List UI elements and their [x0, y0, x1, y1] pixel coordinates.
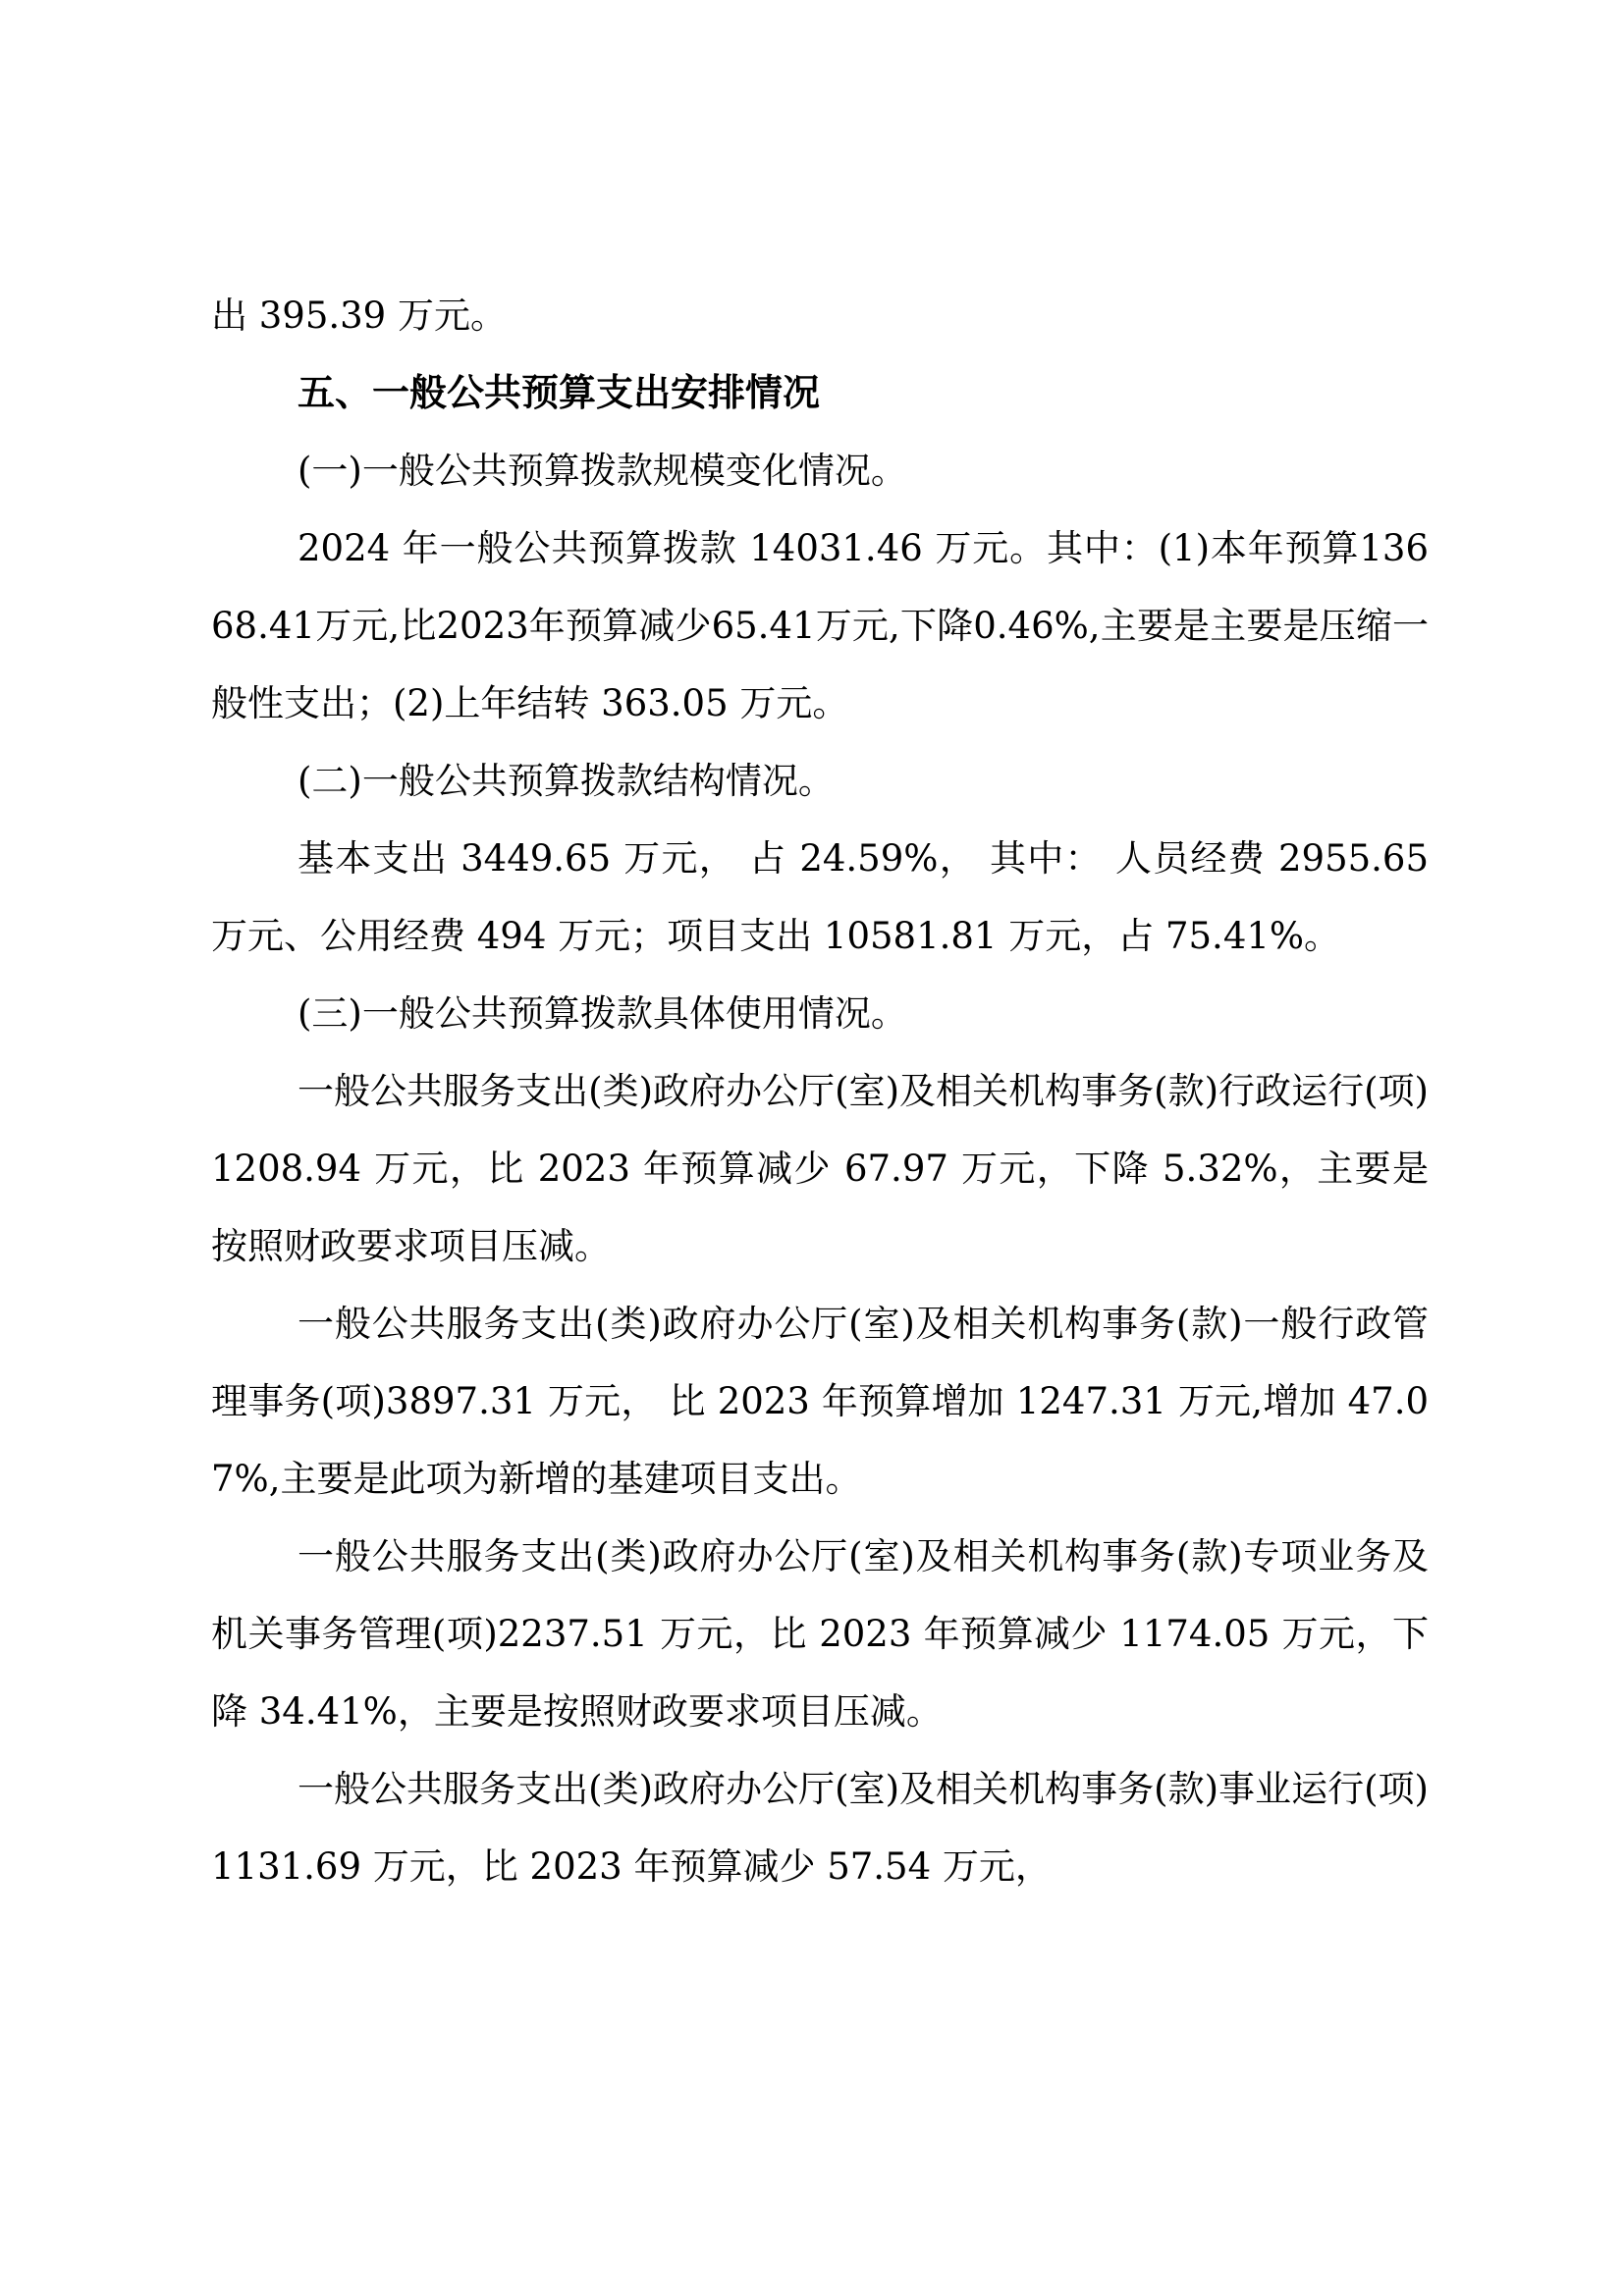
subheading-3: (三)一般公共预算拨款具体使用情况。 [298, 992, 907, 1035]
section-heading-5: 五、一般公共预算支出安排情况 [298, 371, 821, 414]
paragraph-budget-scale: 2024 年一般公共预算拨款 14031.46 万元。其中：(1)本年预算13668.41万元,比2023年预算减少65.41万元,下降0.46%,主要是主要是压缩一般性支出；(2)上年结转 363.05 万元。 [211, 527, 1429, 724]
paragraph-budget-structure: 基本支出 3449.65 万元， 占 24.59%， 其中： 人员经费 2955.65 万元、公用经费 494 万元；项目支出 10581.81 万元，占 75.41%。 [211, 837, 1429, 957]
paragraph-public-institution-operation: 一般公共服务支出(类)政府办公厅(室)及相关机构事务(款)事业运行(项)1131.69 万元，比 2023 年预算减少 57.54 万元， [211, 1768, 1429, 1888]
paragraph-general-admin-affairs: 一般公共服务支出(类)政府办公厅(室)及相关机构事务(款)一般行政管理事务(项)3897.31 万元， 比 2023 年预算增加 1247.31 万元,增加 47.07%,主要是此项为新增的基建项目支出。 [211, 1303, 1429, 1500]
subheading-1: (一)一般公共预算拨款规模变化情况。 [298, 450, 907, 492]
document-page [211, 277, 1429, 1905]
paragraph-special-affairs: 一般公共服务支出(类)政府办公厅(室)及相关机构事务(款)专项业务及机关事务管理(项)2237.51 万元，比 2023 年预算减少 1174.05 万元，下降 34.41%，主要是按照财政要求项目压减。 [211, 1535, 1429, 1733]
paragraph-continuation: 出 395.39 万元。 [211, 294, 507, 337]
subheading-2: (二)一般公共预算拨款结构情况。 [298, 760, 835, 802]
paragraph-admin-operation: 一般公共服务支出(类)政府办公厅(室)及相关机构事务(款)行政运行(项)1208.94 万元，比 2023 年预算减少 67.97 万元，下降 5.32%，主要是按照财政要求项目压减。 [211, 1070, 1429, 1267]
